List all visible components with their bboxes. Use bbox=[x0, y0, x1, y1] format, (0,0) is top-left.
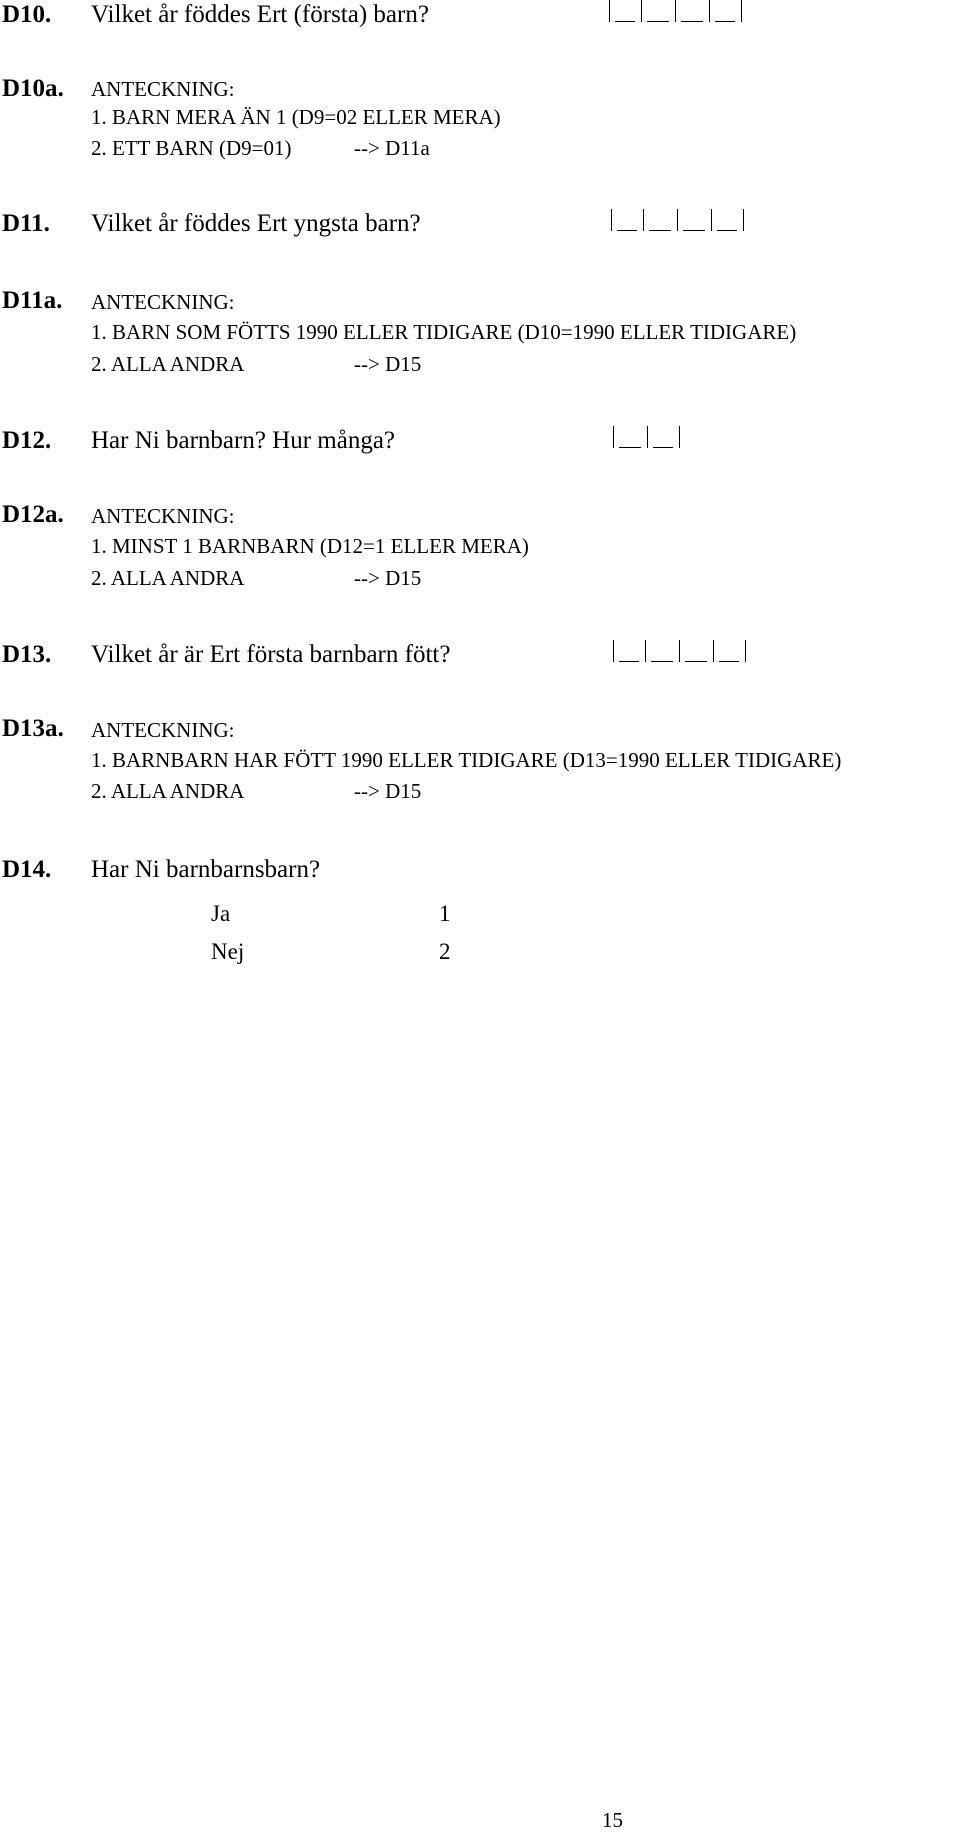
note-item-2-d10a: 2. ETT BARN (D9=01) bbox=[91, 136, 292, 160]
note-header-d13a: ANTECKNING: bbox=[91, 718, 235, 742]
question-text-d10: Vilket år föddes Ert (första) barn? bbox=[91, 1, 429, 28]
route-d10a: --> D11a bbox=[354, 136, 430, 160]
year-input-d13[interactable] bbox=[613, 640, 746, 662]
question-code-d12: D12. bbox=[2, 427, 52, 454]
count-input-d12[interactable] bbox=[613, 426, 680, 448]
note-item-1-d10a: 1. BARN MERA ÄN 1 (D9=02 ELLER MERA) bbox=[91, 105, 501, 129]
note-item-2-d11a: 2. ALLA ANDRA bbox=[91, 352, 245, 376]
question-text-d11: Vilket år föddes Ert yngsta barn? bbox=[91, 210, 421, 237]
question-code-d10: D10. bbox=[2, 1, 52, 28]
route-d13a: --> D15 bbox=[354, 779, 422, 803]
answer-code-nej[interactable]: 2 bbox=[439, 939, 451, 964]
question-text-d12: Har Ni barnbarn? Hur många? bbox=[91, 427, 396, 454]
note-code-d12a: D12a. bbox=[2, 501, 64, 528]
year-input-d11[interactable] bbox=[611, 209, 744, 231]
answer-code-ja[interactable]: 1 bbox=[439, 901, 451, 926]
question-code-d13: D13. bbox=[2, 641, 52, 668]
route-d11a: --> D15 bbox=[354, 352, 422, 376]
note-item-2-d12a: 2. ALLA ANDRA bbox=[91, 566, 245, 590]
answer-label-nej[interactable]: Nej bbox=[211, 939, 245, 964]
note-header-d11a: ANTECKNING: bbox=[91, 290, 235, 314]
note-item-1-d13a: 1. BARNBARN HAR FÖTT 1990 ELLER TIDIGARE (D13=1990 ELLER TIDIGARE) bbox=[91, 748, 842, 772]
note-header-d10a: ANTECKNING: bbox=[91, 77, 235, 101]
note-item-1-d11a: 1. BARN SOM FÖTTS 1990 ELLER TIDIGARE (D10=1990 ELLER TIDIGARE) bbox=[91, 320, 797, 344]
year-input-d10[interactable] bbox=[609, 0, 742, 22]
note-code-d13a: D13a. bbox=[2, 715, 64, 742]
note-code-d10a: D10a. bbox=[2, 75, 64, 102]
page-number: 15 bbox=[602, 1808, 623, 1832]
note-item-1-d12a: 1. MINST 1 BARNBARN (D12=1 ELLER MERA) bbox=[91, 534, 529, 558]
question-code-d11: D11. bbox=[2, 210, 50, 237]
note-item-2-d13a: 2. ALLA ANDRA bbox=[91, 779, 245, 803]
note-code-d11a: D11a. bbox=[2, 287, 63, 314]
question-code-d14: D14. bbox=[2, 856, 52, 883]
question-text-d13: Vilket år är Ert första barnbarn fött? bbox=[91, 641, 451, 668]
answer-label-ja[interactable]: Ja bbox=[211, 901, 231, 926]
route-d12a: --> D15 bbox=[354, 566, 422, 590]
note-header-d12a: ANTECKNING: bbox=[91, 504, 235, 528]
question-text-d14: Har Ni barnbarnsbarn? bbox=[91, 856, 321, 883]
